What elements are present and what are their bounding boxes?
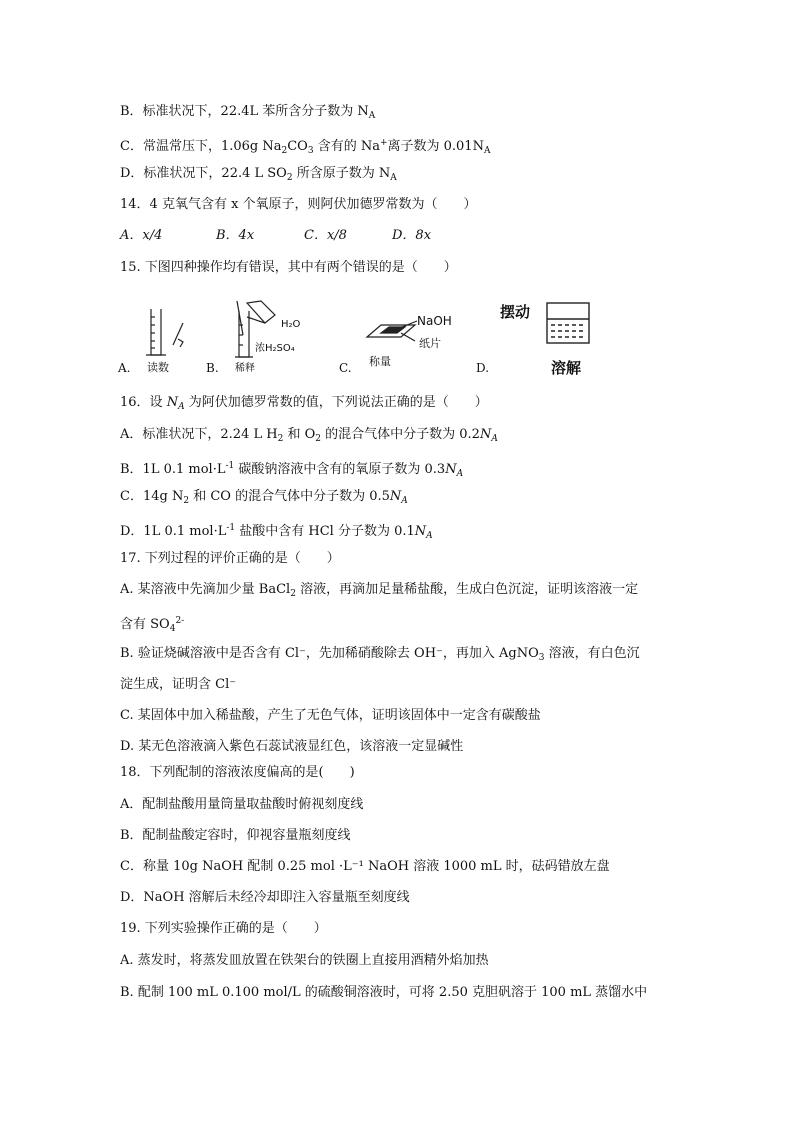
q16-c-s: A (401, 496, 408, 506)
q19-option-a: A. 蒸发时，将蒸发皿放置在铁架台的铁圈上直接用酒精外焰加热 (120, 953, 489, 968)
q13-c-sup: + (379, 138, 388, 148)
q16-a-s2: 2 (315, 434, 321, 444)
q14-option-c: C．x/8 (304, 228, 347, 243)
q18-option-a: A．配制盐酸用量筒量取盐酸时俯视刻度线 (120, 797, 364, 812)
q17-b1-1: B. 验证烧碱溶液中是否含有 Cl⁻，先加稀硝酸除去 OH⁻，再加入 AgNO (120, 646, 539, 661)
q17-a2-s: 4 (169, 624, 176, 634)
fig-a-caption: 读数 (147, 361, 169, 374)
q18-option-d: D．NaOH 溶解后未经冷却即注入容量瓶至刻度线 (120, 890, 410, 905)
fig-d-top: 摆动 (500, 303, 531, 321)
q18-option-c: C．称量 10g NaOH 配制 0.25 mol ·L⁻¹ NaOH 溶液 1000 mL 时，砝码错放左盘 (120, 859, 610, 874)
q14-option-b: B．4x (216, 228, 255, 243)
q13-c-sub-2: 3 (307, 146, 314, 156)
q17-option-b-line1 (120, 645, 640, 667)
q16-stem (120, 394, 488, 416)
q16-c-2: 和 CO 的混合气体中分子数为 0.5 (189, 489, 390, 504)
q14-options (120, 227, 431, 245)
q16-b-sup: -1 (225, 461, 235, 471)
q16-c-1: C．14g N (120, 489, 184, 504)
q17-option-c: C. 某固体中加入稀盐酸，产生了无色气体，证明该固体中一定含有碳酸盐 (120, 708, 541, 723)
q17-stem: 17. 下列过程的评价正确的是（ ） (120, 551, 340, 566)
q16-stem-n: N (166, 395, 179, 410)
q13-d-sub-1: 2 (286, 173, 293, 183)
q16-stem-sub: A (178, 402, 185, 412)
q13-d-sub-2: A (390, 173, 397, 183)
fig-d-caption: 溶解 (551, 359, 582, 377)
q16-a-s1: 2 (277, 434, 284, 444)
q16-d-1: D．1L 0.1 mol·L (120, 524, 227, 539)
q13-c-text-2: CO (287, 139, 308, 154)
q14-stem: 14．4 克氧气含有 x 个氧原子，则阿伏加德罗常数为（ ） (120, 197, 477, 212)
q16-a-3: 的混合气体中分子数为 0.2 (320, 427, 480, 442)
q17-b1-2: 溶液，有白色沉 (544, 646, 640, 661)
q13-c-text-3: 含有的 Na (313, 139, 380, 154)
beaker-dissolve-icon (547, 303, 589, 343)
q16-option-c (120, 488, 408, 510)
q16-d-2: 盐酸中含有 HCl 分子数为 0.1 (235, 524, 415, 539)
q17-option-a-line1 (120, 581, 638, 603)
q14-option-d: D．8x (392, 228, 432, 243)
q18-stem: 18．下列配制的溶液浓度偏高的是( ) (120, 765, 355, 780)
q17-option-b-line2: 淀生成，证明含 Cl⁻ (120, 677, 237, 692)
q15-label-d: D. (476, 361, 490, 375)
fig-c-naoh: NaOH (417, 314, 452, 328)
q16-c-s1: 2 (183, 496, 190, 506)
fig-b-caption: 稀释 (235, 363, 255, 374)
q16-a-n: N (479, 427, 492, 442)
q16-b-n: N (445, 462, 457, 477)
q14-option-a: A．x/4 (120, 228, 163, 243)
q16-b-1: B．1L 0.1 mol·L (120, 462, 226, 477)
balance-icon (367, 321, 417, 341)
q13-c-text-4: 离子数为 0.01N (387, 139, 484, 154)
fig-c-paper: 纸片 (419, 337, 441, 350)
q16-option-a (120, 426, 498, 448)
q13-option-d (120, 165, 397, 187)
q16-d-n: N (414, 524, 427, 539)
q13-c-sub-1: 2 (281, 146, 288, 156)
q13-c-text-1: C．常温常压下，1.06g Na (120, 139, 282, 154)
q17-b1-s: 3 (538, 653, 545, 663)
fig-b-water: H₂O (281, 319, 301, 330)
q16-stem-2: 为阿伏加德罗常数的值，下列说法正确的是（ ） (184, 395, 488, 410)
q16-option-b (120, 457, 463, 483)
q13-d-text-2: 所含原子数为 N (292, 166, 391, 181)
fig-c-caption: 称量 (369, 355, 391, 368)
q13-b-text: B．标准状况下，22.4L 苯所含分子数为 N (120, 104, 369, 119)
q15-diagram (115, 295, 595, 385)
q15-figure (115, 295, 595, 385)
q16-d-s: A (426, 531, 433, 541)
q16-option-d (120, 519, 433, 545)
q16-stem-1: 16．设 (120, 395, 167, 410)
q16-b-s: A (456, 469, 464, 479)
q16-a-s3: A (491, 434, 498, 444)
q16-a-2: 和 O (283, 427, 316, 442)
q13-b-sub: A (368, 111, 376, 121)
q19-stem: 19. 下列实验操作正确的是（ ） (120, 921, 327, 936)
q13-option-b (120, 103, 375, 125)
q13-c-sub-3: A (483, 146, 491, 156)
q15-label-c: C. (339, 361, 352, 375)
q18-option-b: B．配制盐酸定容时，仰视容量瓶刻度线 (120, 828, 351, 843)
q16-d-sup: -1 (226, 523, 236, 533)
q17-a1-s: 2 (290, 589, 296, 599)
q17-a1-2: 溶液，再滴加足量稀盐酸，生成白色沉淀，证明该溶液一定 (295, 582, 639, 597)
fig-b-acid: 浓H₂SO₄ (255, 343, 295, 354)
cylinder-reading-icon (146, 309, 183, 355)
q19-option-b: B. 配制 100 mL 0.100 mol/L 的硫酸铜溶液时，可将 2.50 克胆矾溶于 100 mL 蒸馏水中 (120, 985, 648, 1000)
q15-stem: 15. 下图四种操作均有错误，其中有两个错误的是（ ） (120, 260, 457, 275)
q13-option-c (120, 134, 490, 160)
q17-option-d: D. 某无色溶液滴入紫色石蕊试液显红色，该溶液一定显碱性 (120, 739, 464, 754)
q17-a1-1: A. 某溶液中先滴加少量 BaCl (120, 582, 291, 597)
q17-a2-1: 含有 SO (120, 617, 170, 632)
q16-b-2: 碳酸钠溶液中含有的氧原子数为 0.3 (234, 462, 446, 477)
q15-label-a: A. (118, 361, 131, 375)
q13-d-text-1: D．标准状况下，22.4 L SO (120, 166, 287, 181)
q15-label-b: B. (206, 361, 219, 375)
q16-a-1: A．标准状况下，2.24 L H (120, 427, 278, 442)
q17-a2-sup: 2- (175, 616, 185, 626)
q16-c-n: N (389, 489, 402, 504)
q17-option-a-line2 (120, 612, 184, 638)
